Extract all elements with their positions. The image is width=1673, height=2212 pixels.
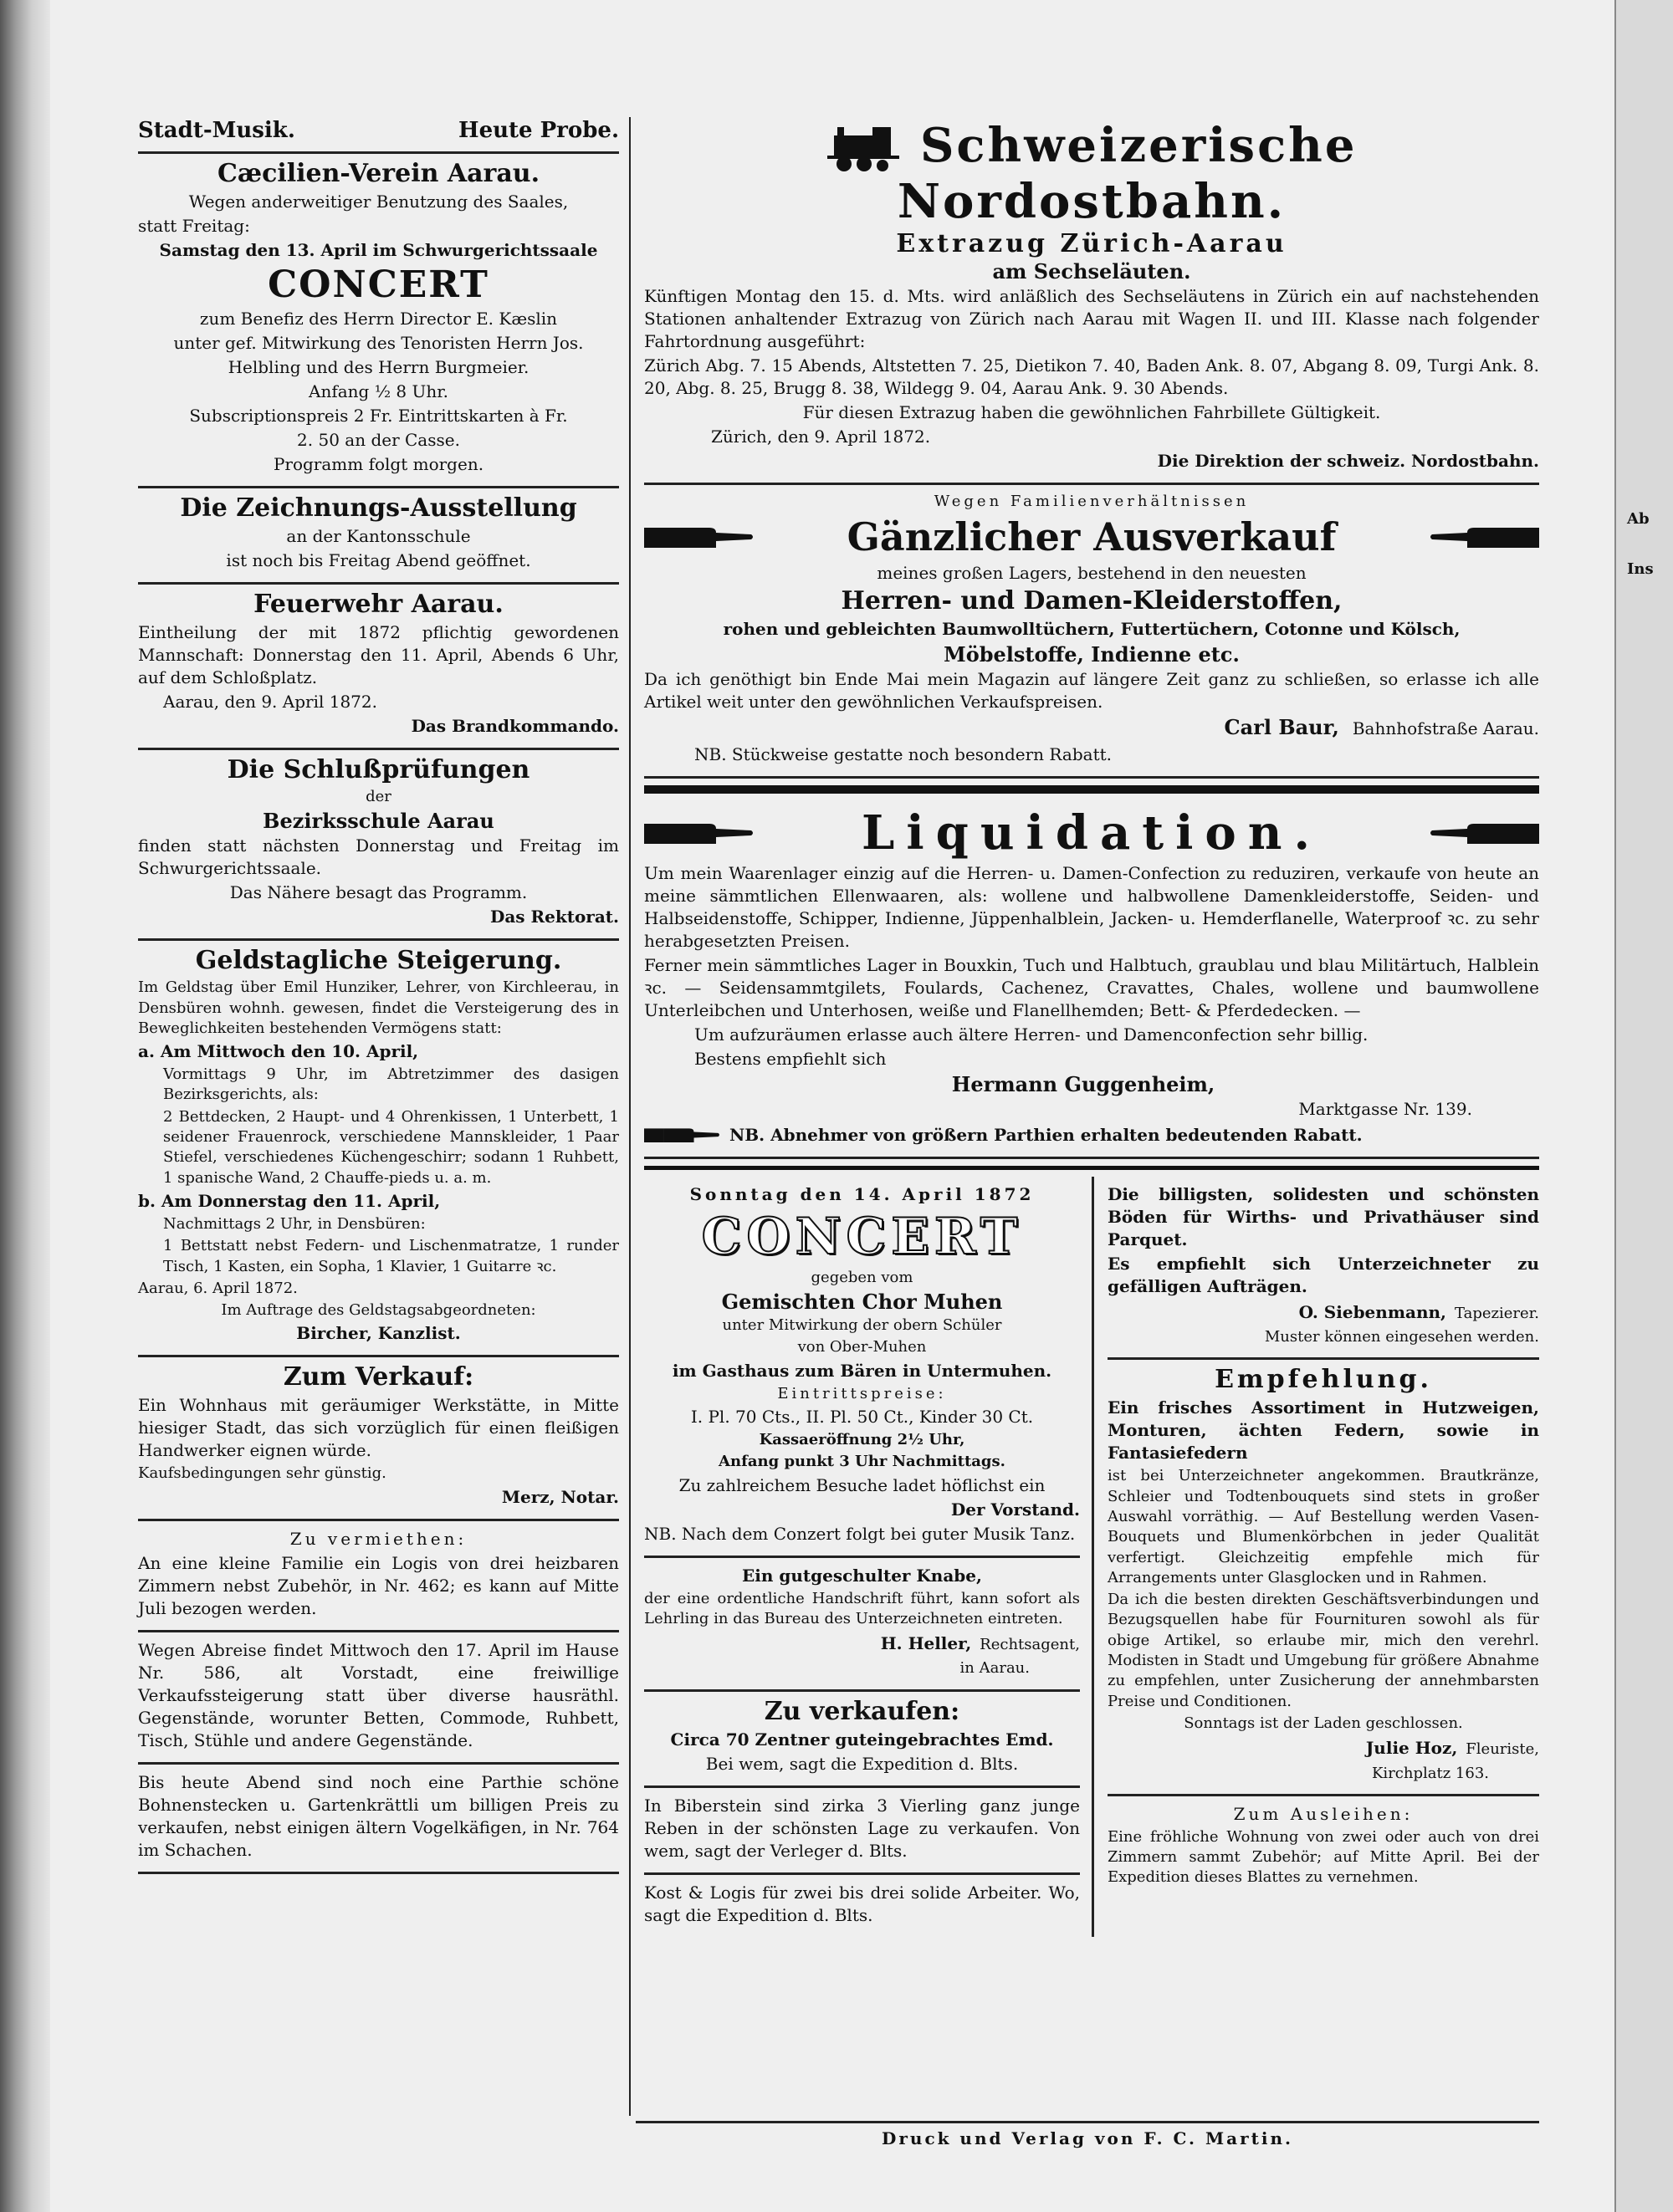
ausverkauf-nb: NB. Stückweise gestatte noch besondern Rabatt. [694, 743, 1113, 764]
liquidation-address: Marktgasse Nr. 139. [1298, 1098, 1472, 1119]
pointing-hand-left-icon [1430, 519, 1539, 554]
locomotive-icon [826, 124, 901, 174]
concert2-line: Anfang punkt 3 Uhr Nachmittags. [719, 1453, 1005, 1471]
ausverkauf-body: Da ich genöthigt bin Ende Mai mein Magazin auf längere Zeit ganz zu schließen, so erlasse ich alle Artikel weit unter den gewöhnlichen Verkaufspreisen. [644, 668, 1539, 712]
geldstag-item-b-list: 1 Bettstatt nebst Federn- und Lischenmatratze, 1 runder Tisch, 1 Kasten, ein Sopha, 1 Klavier, 1 Guitarre ꝛc. [163, 1237, 619, 1275]
geldstag-signature: Bircher, Kanzlist. [296, 1323, 461, 1344]
reben-body: In Biberstein sind zirka 3 Vierling ganz junge Reben in der schönsten Lage zu verkaufen. Von wem, sagt der Verleger d. Blts. [644, 1795, 1080, 1861]
feuerwehr-signature: Das Brandkommando. [411, 716, 619, 736]
caecilien-line: statt Freitag: [138, 216, 250, 236]
parquet-signature: O. Siebenmann, [1298, 1301, 1446, 1322]
concert2-line: Kassaeröffnung 2½ Uhr, [759, 1431, 965, 1448]
ad-emd [644, 1692, 1080, 1788]
schluss-line: Das Nähere besagt das Programm. [229, 882, 528, 903]
lower-left-subcolumn [644, 1177, 1094, 1937]
empfehlung-line: Sonntags ist der Laden geschlossen. [1184, 1714, 1463, 1732]
ad-concert-muhen [644, 1177, 1080, 1558]
stadtmusik-note: Heute Probe. [458, 118, 619, 143]
caecilien-title: Cæcilien-Verein Aarau. [217, 159, 540, 188]
emd-title: Zu verkaufen: [764, 1696, 960, 1726]
bahn-times: Zürich Abg. 7. 15 Abends, Altstetten 7. 25, Dietikon 7. 40, Baden Ank. 8. 07, Abgang 8. 09, Turgi Ank. 8. 20, Abg. 8. 25, Brugg 8. 38, Wildegg 9. 04, Aarau Ank. 9. 30 Abends. [644, 355, 1539, 399]
heavy-rule [644, 1166, 1539, 1170]
concert2-date: Sonntag den 14. April 1872 [689, 1183, 1035, 1204]
concert2-nb: NB. Nach dem Conzert folgt bei guter Musik Tanz. [644, 1523, 1076, 1544]
pointing-hand-right-icon [644, 1122, 719, 1147]
ad-zeichnung [138, 488, 619, 585]
emd-line: Circa 70 Zentner guteingebrachtes Emd. [670, 1729, 1054, 1750]
caecilien-line: unter gef. Mitwirkung des Tenoristen Herrn Jos. [173, 333, 584, 353]
ad-liquidation [644, 800, 1539, 1159]
liquidation-nb: NB. Abnehmer von größern Parthien erhalten bedeutenden Rabatt. [729, 1124, 1363, 1145]
empfehlung-address: Kirchplatz 163. [1371, 1764, 1489, 1782]
caecilien-line: zum Benefiz des Herrn Director E. Kæslin [199, 309, 558, 329]
caecilien-line: Samstag den 13. April im Schwurgerichtssaale [159, 240, 598, 260]
concert2-choir: Gemischten Chor Muhen [721, 1290, 1003, 1315]
concert2-line: im Gasthaus zum Bären in Untermuhen. [672, 1360, 1052, 1381]
ad-bohnen [138, 1765, 619, 1874]
empfehlung-signature: Julie Hoz, [1365, 1738, 1458, 1759]
parquet-line: Die billigsten, solidesten und schönsten Böden für Wirths- und Privathäuser sind Parquet. [1107, 1183, 1539, 1249]
zeichnung-line: an der Kantonsschule [286, 526, 471, 546]
ad-parquet [1108, 1177, 1539, 1361]
empfehlung-body: Da ich die besten direkten Geschäftsverbindungen und Bezugsquellen habe für Fournituren sowohl als für obige Artikel, so erlaube mir, mich den verehrl. Modisten in Stadt und Umgebung für größere Abnahme zu empfehlen, unter Zusicherung der annehmbarsten Preise und Conditionen. [1107, 1591, 1539, 1710]
concert2-line: unter Mitwirkung der obern Schüler [722, 1316, 1002, 1335]
liquidation-paragraph: Bestens empfiehlt sich [694, 1048, 887, 1069]
geldstag-item-a: a. Am Mittwoch den 10. April, [138, 1041, 419, 1062]
bahn-date: Zürich, den 9. April 1872. [711, 427, 931, 447]
caecilien-line: Wegen anderweitiger Benutzung des Saales, [188, 192, 569, 212]
ad-caecilien [138, 154, 619, 488]
liquidation-paragraph: Um mein Waarenlager einzig auf die Herren- u. Damen-Confection zu reduziren, verkaufe von heute an meine sämmtlichen Ellenwaaren, als: wollene und halbwollene Damenkleiderstoffe, Seiden- und Halbseidenstoffe, Schipper, Indienne, Jüppenhalblein, Jacken- u. Hemderflanelle, Waterproof ꝛc. zu sehr herabgesetzten Preisen. [644, 862, 1539, 951]
schluss-title: Die Schlußprüfungen [227, 755, 530, 784]
caecilien-line: 2. 50 an der Casse. [297, 430, 460, 450]
middle-column [644, 113, 1539, 1937]
bahn-line: Für diesen Extrazug haben die gewöhnlichen Fahrbillete Gültigkeit. [802, 402, 1381, 423]
left-column [138, 113, 619, 1874]
empfehlung-line: Ein frisches Assortiment in Hutzweigen, Monturen, ächten Federn, sowie in Fantasiefedern [1107, 1397, 1539, 1464]
caecilien-line: Anfang ½ 8 Uhr. [309, 381, 448, 401]
verkauf-title: Zum Verkauf: [283, 1362, 474, 1392]
ausverkauf-line: rohen und gebleichten Baumwolltüchern, Futtertüchern, Cotonne und Kölsch, [723, 618, 1461, 639]
knabe-place: in Aarau. [959, 1659, 1030, 1678]
concert2-line: Zu zahlreichem Besuche ladet höflichst ein [678, 1474, 1046, 1495]
abreise-body: Wegen Abreise findet Mittwoch den 17. April im Hause Nr. 586, alt Vorstadt, eine freiwillige Verkaufssteigerung statt über diverse hausräthl. Gegenstände, worunter Betten, Commode, Ruhbett, Tisch, Stühle und andere Gegenstände. [138, 1639, 619, 1750]
liquidation-paragraph: Um aufzuräumen erlasse auch ältere Herren- und Damenconfection sehr billig. [694, 1024, 1369, 1045]
ad-ausleihen [1108, 1796, 1539, 1898]
feuerwehr-title: Feuerwehr Aarau. [253, 590, 504, 619]
liquidation-title: Liquidation. [862, 805, 1322, 861]
schluss-signature: Das Rektorat. [489, 907, 619, 927]
column-rule [629, 117, 631, 2116]
geldstag-date: Aarau, 6. April 1872. [138, 1279, 298, 1297]
liquidation-paragraph: Ferner mein sämmtliches Lager in Bouxkin, Tuch und Halbtuch, graublau und blau Militärtuch, Halblein ꝛc. — Seidensammtgilets, Foulards, Cachenez, Cravattes, Chales, wollene und baumwollene Unterleibchen und Unterhosen, weiße und Flanellhemden; Bett- & Pferdedecken. — [644, 954, 1539, 1020]
ad-knabe [644, 1558, 1080, 1692]
knabe-title: Ein gutgeschulter Knabe, [742, 1565, 982, 1586]
geldstag-intro: Im Geldstag über Emil Hunziker, Lehrer, von Kirchleerau, in Densbüren wohnh. gewesen, findet die Versteigerung des in Beweglichkeiten bestehenden Vermögens statt: [138, 978, 619, 1037]
emd-line: Bei wem, sagt die Expedition d. Blts. [705, 1753, 1019, 1774]
caecilien-line: Programm folgt morgen. [273, 454, 484, 474]
ad-reben [644, 1788, 1080, 1875]
concert2-title: CONCERT [701, 1207, 1023, 1266]
ausleihen-body: Eine fröhliche Wohnung von zwei oder auch von drei Zimmern sammt Zubehör; auf Mitte April. Bei der Expedition dieses Blattes zu vernehmen. [1107, 1827, 1539, 1887]
feuerwehr-date: Aarau, den 9. April 1872. [163, 692, 377, 712]
bahn-subtitle: Extrazug Zürich-Aarau [896, 229, 1287, 259]
concert2-given: gegeben vom [811, 1268, 913, 1286]
ausverkauf-address: Bahnhofstraße Aarau. [1352, 718, 1539, 738]
geldstag-item-a-list: 2 Bettdecken, 2 Haupt- und 4 Ohrenkissen, 1 Unterbett, 1 seidener Frauenrock, verschiedene Mannskleider, 1 Paar Stiefel, verschiedenes Küchengeschirr; sodann 1 Ruhbett, 1 spanische Wand, 2 Chauffe-pieds u. a. m. [163, 1107, 619, 1187]
concert2-line: I. Pl. 70 Cts., II. Pl. 50 Ct., Kinder 30 Ct. [690, 1407, 1034, 1427]
verkauf-body: Ein Wohnhaus mit geräumiger Werkstätte, in Mitte hiesiger Stadt, das sich vorzüglich für einen fleißigen Handwerker eignen würde. [138, 1395, 619, 1461]
next-page-fragment-a: Ab [1627, 510, 1650, 528]
heavy-rule [644, 785, 1539, 794]
ad-geldstag [138, 941, 619, 1357]
schluss-body: finden statt nächsten Donnerstag und Freitag im Schwurgerichtssaale. [138, 835, 619, 879]
next-page-fragment-b: Ins [1627, 560, 1654, 578]
ad-schluss [138, 750, 619, 941]
knabe-signature: H. Heller, [880, 1633, 972, 1654]
zeichnung-title: Die Zeichnungs-Ausstellung [180, 493, 577, 523]
zeichnung-line: ist noch bis Freitag Abend geöffnet. [226, 550, 531, 570]
ad-kost [644, 1875, 1080, 1937]
ausleihen-title: Zum Ausleihen: [1233, 1803, 1414, 1824]
vermiethen-title: Zu vermiethen: [289, 1528, 468, 1549]
empfehlung-title: Empfehlung. [1215, 1365, 1432, 1395]
lower-middle-columns [644, 1177, 1539, 1937]
ausverkauf-line: Möbelstoffe, Indienne etc. [944, 641, 1240, 667]
caecilien-line: Helbling und des Herrn Burgmeier. [228, 357, 530, 377]
ad-verkauf [138, 1357, 619, 1520]
concert2-line: Eintrittspreise: [777, 1384, 947, 1402]
concert2-line: von Ober-Muhen [797, 1338, 927, 1356]
bahn-subtitle2: am Sechseläuten. [992, 259, 1191, 284]
geldstag-item-b: b. Am Donnerstag den 11. April, [138, 1190, 441, 1211]
ausverkauf-pre: Wegen Familienverhältnissen [934, 493, 1250, 511]
verkauf-line: Kaufsbedingungen sehr günstig. [138, 1464, 386, 1483]
ad-ausverkauf [644, 485, 1539, 778]
feuerwehr-body: Eintheilung der mit 1872 pflichtig gewordenen Mannschaft: Donnerstag den 11. April, Abends 6 Uhr, auf dem Schloßplatz. [138, 622, 619, 687]
bahn-title-text: Schweizerische Nordostbahn. [897, 118, 1358, 230]
ad-stadtmusik [138, 113, 619, 154]
caecilien-concert: CONCERT [268, 263, 489, 306]
pointing-hand-right-icon [644, 519, 753, 554]
ausverkauf-title: Gänzlicher Ausverkauf [847, 513, 1337, 559]
empfehlung-signature-title: Fleuriste, [1466, 1740, 1539, 1759]
parquet-line: Muster können eingesehen werden. [1264, 1328, 1539, 1346]
pointing-hand-left-icon [1430, 815, 1539, 851]
kost-body: Kost & Logis für zwei bis drei solide Arbeiter. Wo, sagt die Expedition d. Blts. [644, 1882, 1080, 1925]
knabe-signature-title: Rechtsagent, [980, 1636, 1080, 1654]
schluss-school: Bezirksschule Aarau [263, 809, 494, 834]
ad-empfehlung [1108, 1360, 1539, 1796]
imprint-footer: Druck und Verlag von F. C. Martin. [636, 2121, 1539, 2148]
ad-vermiethen [138, 1521, 619, 1632]
verkauf-signature: Merz, Notar. [501, 1486, 619, 1507]
knabe-body: der eine ordentliche Handschrift führt, kann sofort als Lehrling in das Bureau des Unterzeichneten eintreten. [644, 1589, 1080, 1627]
scan-edge [0, 0, 50, 2212]
lower-right-subcolumn [1094, 1177, 1539, 1937]
next-page-edge [1614, 0, 1673, 2212]
bahn-title [644, 118, 1539, 229]
bohnen-body: Bis heute Abend sind noch eine Parthie schöne Bohnenstecken u. Gartenkrättli um billigen Preis zu verkaufen, nebst einigen ältern Vogelkäfigen, in Nr. 764 im Schachen. [138, 1771, 619, 1860]
bahn-signature: Die Direktion der schweiz. Nordostbahn. [1157, 451, 1539, 472]
schluss-der: der [366, 788, 391, 805]
ausverkauf-line: meines großen Lagers, bestehend in den neuesten [877, 562, 1307, 583]
parquet-line: Es empfiehlt sich Unterzeichneter zu gefälligen Aufträgen. [1107, 1253, 1539, 1296]
ad-feuerwehr [138, 585, 619, 750]
geldstag-auftrag: Im Auftrage des Geldstagsabgeordneten: [221, 1301, 536, 1320]
geldstag-item-b-detail: Nachmittags 2 Uhr, in Densbüren: [163, 1214, 426, 1233]
ad-abreise [138, 1632, 619, 1765]
ausverkauf-line: Herren- und Damen-Kleiderstoffen, [841, 585, 1343, 616]
ausverkauf-signature: Carl Baur, [1224, 714, 1339, 739]
pointing-hand-right-icon [644, 815, 753, 851]
bahn-body: Künftigen Montag den 15. d. Mts. wird anläßlich des Sechseläutens in Zürich ein auf nachstehenden Stationen anhaltender Extrazug von Zürich nach Aarau mit Wagen II. und III. Klasse nach folgender Fahrtordnung ausgeführt: [644, 286, 1539, 352]
ad-nordostbahn [644, 113, 1539, 485]
geldstag-title: Geldstagliche Steigerung. [195, 946, 562, 976]
concert2-signature: Der Vorstand. [950, 1499, 1080, 1520]
geldstag-item-a-detail: Vormittags 9 Uhr, im Abtretzimmer des dasigen Bezirksgerichts, als: [163, 1065, 619, 1104]
empfehlung-body: ist bei Unterzeichneter angekommen. Brautkränze, Schleier und Todtenbouquets sind stets in großer Auswahl vorräthig. — Auf Bestellung werden Vasen-Bouquets und Blumenkörbchen in jeder Qualität verfertigt. Gleichzeitig empfehle mich für Arrangements unter Glasglocken und in Rahmen. [1107, 1467, 1539, 1586]
caecilien-line: Subscriptionspreis 2 Fr. Eintrittskarten à Fr. [189, 406, 568, 426]
stadtmusik-label: Stadt-Musik. [138, 118, 295, 143]
vermiethen-body: An eine kleine Familie ein Logis von drei heizbaren Zimmern nebst Zubehör, in Nr. 462; es kann auf Mitte Juli bezogen werden. [138, 1552, 619, 1618]
parquet-signature-title: Tapezierer. [1454, 1304, 1539, 1322]
liquidation-signature: Hermann Guggenheim, [951, 1071, 1215, 1096]
